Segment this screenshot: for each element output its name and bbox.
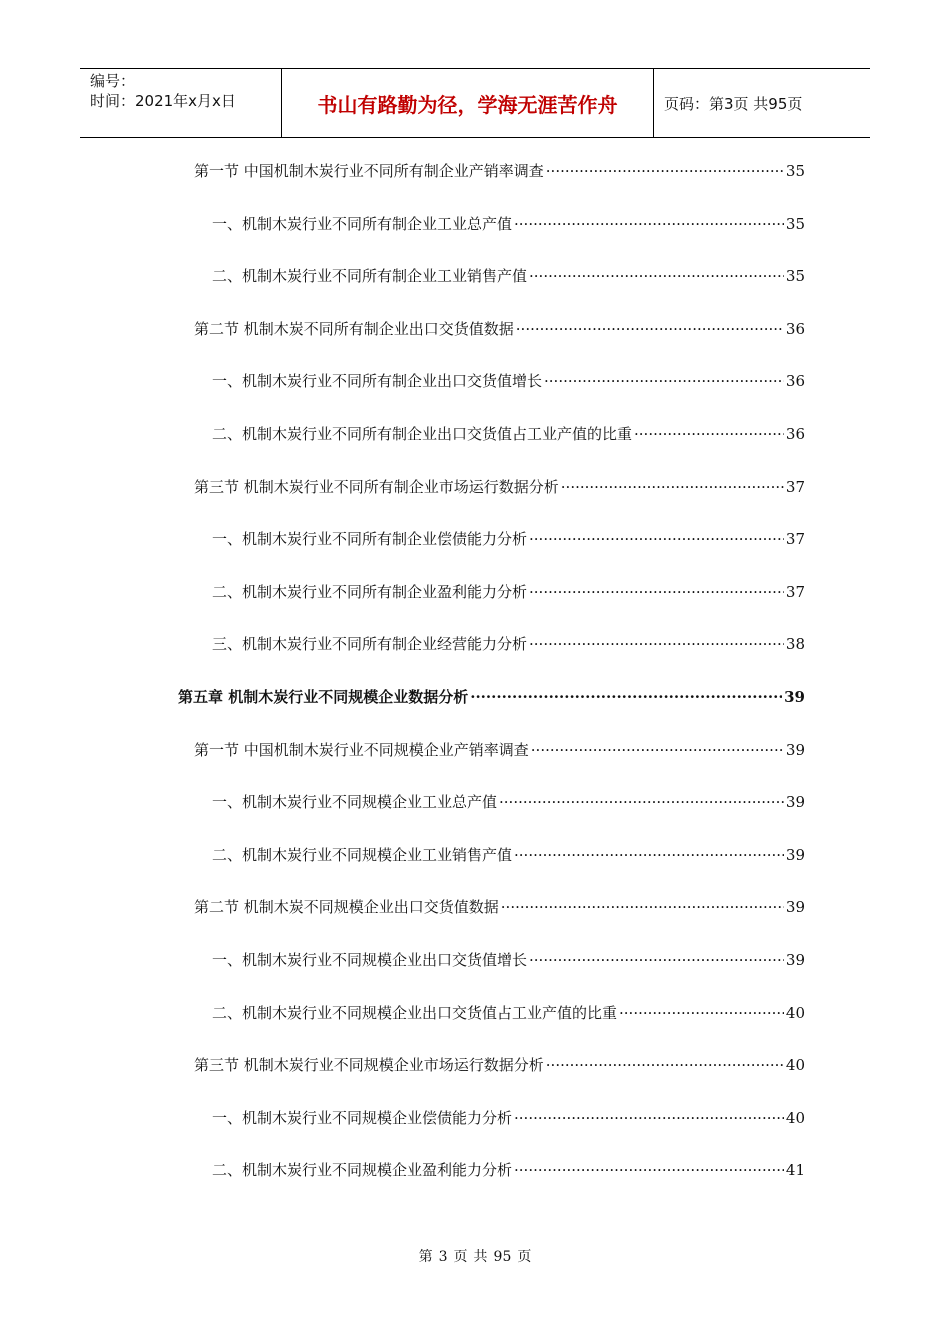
toc-entry-title: 第一节 中国机制木炭行业不同所有制企业产销率调查 <box>194 162 544 180</box>
toc-entry[interactable] <box>194 739 805 769</box>
toc-entry[interactable] <box>212 370 805 400</box>
toc-entry-page-number: 37 <box>785 477 805 496</box>
toc-entry-page-number: 36 <box>785 319 805 338</box>
header-page-info <box>654 69 870 137</box>
toc-entry-title: 一、机制木炭行业不同规模企业偿债能力分析 <box>212 1108 513 1127</box>
toc-entry-page-number: 40 <box>785 1108 805 1127</box>
toc-entry-title: 第一节 中国机制木炭行业不同规模企业产销率调查 <box>194 740 529 759</box>
toc-leader-dots <box>544 372 784 390</box>
toc-entry-title: 二、机制木炭行业不同规模企业盈利能力分析 <box>212 1161 513 1180</box>
toc-entry-title: 一、机制木炭行业不同规模企业工业总产值 <box>212 793 498 812</box>
footer-total-pages: 95 <box>493 1249 512 1265</box>
toc-entry[interactable] <box>194 896 805 926</box>
toc-entry[interactable] <box>194 1054 805 1084</box>
toc-entry-title: 一、机制木炭行业不同所有制企业工业总产值 <box>212 214 513 233</box>
toc-entry[interactable] <box>212 844 805 874</box>
toc-entry-title: 第五章 机制木炭行业不同规模企业数据分析 <box>178 688 469 706</box>
toc-entry[interactable] <box>212 265 805 295</box>
document-number-label: 编号： <box>90 72 136 90</box>
toc-entry-page-number: 39 <box>785 845 805 864</box>
toc-entry-page-number: 40 <box>785 1003 805 1022</box>
toc-entry[interactable] <box>212 581 805 611</box>
toc-entry-title: 二、机制木炭行业不同所有制企业工业销售产值 <box>212 267 528 286</box>
toc-entry-page-number: 36 <box>785 425 805 443</box>
toc-leader-dots <box>561 478 784 496</box>
toc-leader-dots <box>634 425 784 443</box>
header-meta <box>80 69 282 137</box>
toc-entry-title: 第二节 机制木炭不同规模企业出口交货值数据 <box>194 898 499 917</box>
toc-entry-title: 二、机制木炭行业不同所有制企业出口交货值占工业产值的比重 <box>212 425 633 443</box>
toc-leader-dots <box>529 583 784 601</box>
toc-entry[interactable] <box>212 213 805 243</box>
toc-leader-dots <box>529 635 784 653</box>
toc-entry-title: 二、机制木炭行业不同规模企业工业销售产值 <box>212 845 513 864</box>
toc-leader-dots <box>514 1109 784 1127</box>
toc-entry-page-number: 37 <box>785 582 805 601</box>
toc-entry-title: 二、机制木炭行业不同规模企业出口交货值占工业产值的比重 <box>212 1003 618 1022</box>
toc-leader-dots <box>529 530 784 548</box>
toc-leader-dots <box>531 741 784 759</box>
toc-entry[interactable] <box>212 1002 805 1032</box>
toc-leader-dots <box>514 1161 784 1179</box>
toc-entry[interactable] <box>194 160 805 190</box>
toc-entry-page-number: 35 <box>785 214 805 233</box>
toc-leader-dots <box>514 215 784 233</box>
toc-entry[interactable] <box>212 633 805 663</box>
toc-entry[interactable] <box>212 423 805 453</box>
footer-total-prefix: 共 <box>473 1249 488 1265</box>
toc-entry-page-number: 39 <box>784 688 805 706</box>
toc-leader-dots <box>529 951 784 969</box>
header-motto <box>282 69 654 137</box>
footer-page-number: 3 <box>438 1249 448 1265</box>
footer-total-unit: 页 <box>517 1249 532 1265</box>
toc-entry-page-number: 39 <box>785 793 805 812</box>
toc-entry-title: 三、机制木炭行业不同所有制企业经营能力分析 <box>212 635 528 654</box>
toc-entry[interactable] <box>212 528 805 558</box>
toc-entry-page-number: 37 <box>785 530 805 549</box>
toc-entry-title: 二、机制木炭行业不同所有制企业盈利能力分析 <box>212 582 528 601</box>
toc-entry-page-number: 39 <box>785 740 805 759</box>
toc-entry-page-number: 39 <box>785 898 805 917</box>
toc-entry[interactable] <box>194 318 805 348</box>
page-info-text: 页码：第3页 共95页 <box>664 94 803 113</box>
toc-leader-dots <box>516 320 784 338</box>
page-header <box>80 68 870 138</box>
toc-leader-dots <box>470 688 782 706</box>
toc-entry[interactable] <box>212 949 805 979</box>
page-footer <box>0 1246 950 1266</box>
toc-entry[interactable] <box>212 1159 805 1189</box>
toc-entry[interactable] <box>194 476 805 506</box>
toc-leader-dots <box>619 1004 784 1022</box>
toc-entry-page-number: 35 <box>785 162 805 180</box>
toc-leader-dots <box>514 846 784 864</box>
toc-entry-page-number: 36 <box>785 372 805 391</box>
toc-entry-page-number: 41 <box>785 1161 805 1180</box>
toc-entry-page-number: 38 <box>785 635 805 654</box>
toc-entry-title: 第二节 机制木炭不同所有制企业出口交货值数据 <box>194 319 514 338</box>
toc-entry-title: 一、机制木炭行业不同所有制企业出口交货值增长 <box>212 372 543 391</box>
footer-page-prefix: 第 <box>418 1249 433 1265</box>
toc-entry[interactable] <box>212 1107 805 1137</box>
toc-entry-page-number: 40 <box>785 1056 805 1075</box>
toc-leader-dots <box>529 267 784 285</box>
toc-entry-title: 第三节 机制木炭行业不同所有制企业市场运行数据分析 <box>194 477 559 496</box>
toc-entry-title: 第三节 机制木炭行业不同规模企业市场运行数据分析 <box>194 1056 544 1075</box>
toc-entry-page-number: 35 <box>785 267 805 286</box>
toc-entry-page-number: 39 <box>785 951 805 969</box>
footer-page-unit: 页 <box>453 1249 468 1265</box>
motto-text: 书山有路勤为径，学海无涯苦作舟 <box>317 92 618 117</box>
toc-entry-title: 一、机制木炭行业不同规模企业出口交货值增长 <box>212 951 528 969</box>
toc-leader-dots <box>501 898 784 916</box>
toc-leader-dots <box>546 162 784 180</box>
toc-leader-dots <box>546 1056 784 1074</box>
document-date: 时间：2021年x月x日 <box>90 92 236 110</box>
toc-entry-title: 一、机制木炭行业不同所有制企业偿债能力分析 <box>212 530 528 549</box>
toc-leader-dots <box>499 793 784 811</box>
toc-entry[interactable] <box>178 686 805 716</box>
toc-entry[interactable] <box>212 791 805 821</box>
